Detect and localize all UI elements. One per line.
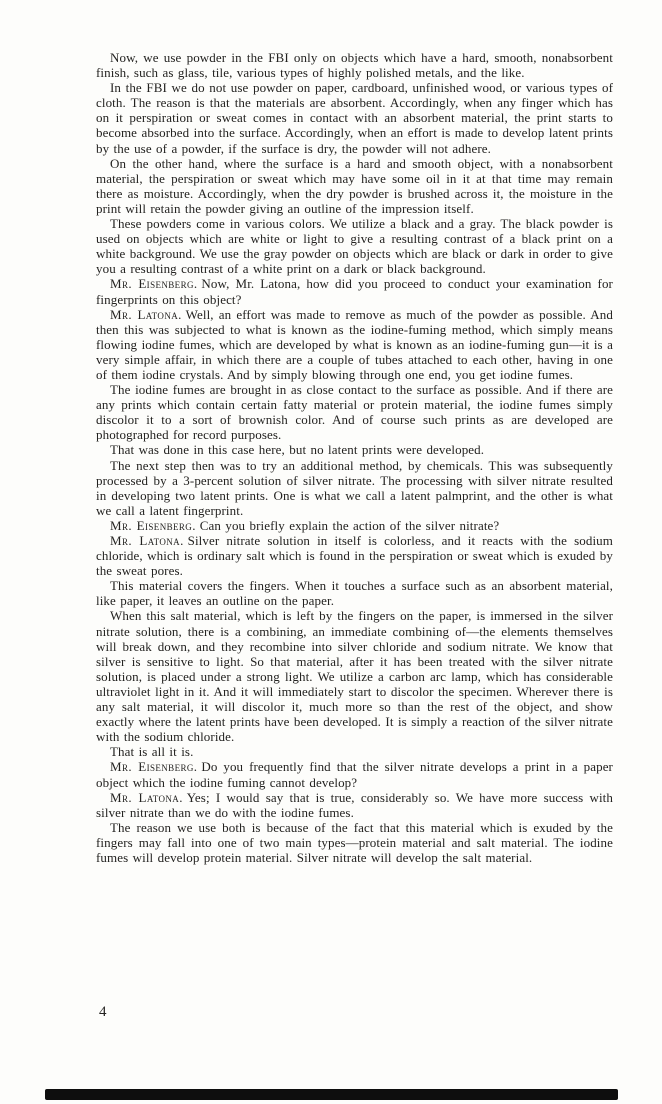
speaker-name: Mr. Eisenberg.	[110, 276, 198, 292]
speaker-name: Mr. Latona.	[110, 533, 184, 548]
paragraph-text: The next step then was to try an additional method, by chemicals. This was subsequently processed by a 3-percent solution of silver nitrate. The processing with silver nitrate resulted in developing two latent prints. One is what we call a latent palmprint, and the other is what we call a latent fingerprint.	[96, 457, 613, 518]
paragraph-text: Yes; I would say that is true, considerably so. We have more success with silver nitrate than we do with the iodine fumes.	[96, 789, 613, 820]
paragraph-text: Now, we use powder in the FBI only on objects which have a hard, smooth, nonabsorbent finish, such as glass, tile, various types of highly polished metals, and the like.	[96, 50, 613, 81]
paragraph	[96, 382, 613, 442]
paragraph-text: The iodine fumes are brought in as close contact to the surface as possible. And if there are any prints which contain certain fatty material or protein material, the iodine fumes simply discolor it to a sort of brownish color. And of course such prints as are developed are photographed for record purposes.	[96, 382, 613, 443]
paragraph-eisenberg	[96, 518, 613, 533]
paragraph-latona	[96, 307, 613, 382]
paragraph-text: Do you frequently find that the silver nitrate develops a print in a paper object which the iodine fuming cannot develop?	[96, 759, 613, 790]
paragraph-text: When this salt material, which is left by the fingers on the paper, is immersed in the silver nitrate solution, there is a combining, an immediate combining of—the elements themselves will break down, and they recombine into silver chloride and sodium nitrate. We know that silver is sensitive to light. So that material, after it has been treated with the silver nitrate solution, is placed under a strong light. We utilize a carbon arc lamp, which has considerable ultraviolet light in it. And it will immediately start to discolor the specimen. Wherever there is any salt material, it will discolor it, much more so than the rest of the object, and show exactly where the latent prints have been developed. It is simply a reaction of the silver nitrate with the sodium chloride.	[96, 608, 613, 745]
paragraph	[96, 458, 613, 518]
paragraph	[96, 578, 613, 608]
paragraph-text: Now, Mr. Latona, how did you proceed to conduct your examination for fingerprints on this object?	[96, 276, 613, 307]
speaker-name: Mr. Eisenberg.	[110, 517, 196, 533]
paragraph	[96, 80, 613, 155]
paragraph	[96, 744, 613, 759]
paragraph	[96, 156, 613, 216]
transcript-text-block	[96, 50, 613, 865]
paragraph	[96, 442, 613, 457]
paragraph-latona	[96, 533, 613, 578]
paragraph-text: This material covers the fingers. When it touches a surface such as an absorbent material, like paper, it leaves an outline on the paper.	[96, 578, 613, 609]
speaker-name: Mr. Eisenberg.	[110, 759, 198, 775]
paragraph-eisenberg	[96, 759, 613, 789]
paragraph-text: The reason we use both is because of the fact that this material which is exuded by the fingers may fall into one of two main types—protein material and salt material. The iodine fumes will develop protein material. Silver nitrate will develop the salt material.	[96, 819, 613, 865]
scan-artifact-bar	[45, 1089, 618, 1100]
paragraph-latona	[96, 790, 613, 820]
paragraph-text: That was done in this case here, but no latent prints were developed.	[110, 442, 485, 458]
paragraph-text: Well, an effort was made to remove as much of the powder as possible. And then this was subjected to what is known as the iodine-fuming method, which simply means flowing iodine fumes, which are developed by what is known as an iodine-fuming gun—it is a very simple affair, in which there are a couple of tubes attached to each other, having in one of them iodine crystals. And by simply blowing through one end, you get iodine fumes.	[96, 306, 613, 382]
paragraph	[96, 216, 613, 276]
paragraph-text: Can you briefly explain the action of the silver nitrate?	[199, 517, 500, 533]
paragraph-text: In the FBI we do not use powder on paper, cardboard, unfinished wood, or various types of cloth. The reason is that the materials are absorbent. Accordingly, when any finger which has on it perspiration or sweat comes in contact with an absorbent material, the print starts to become absorbed into the surface. Accordingly, when an effort is made to develop latent prints by the use of a powder, if the surface is dry, the powder will not adhere.	[96, 80, 613, 156]
paragraph-eisenberg	[96, 276, 613, 306]
paragraph-text: That is all it is.	[110, 744, 194, 760]
speaker-name: Mr. Latona.	[110, 789, 183, 805]
paragraph-text: Silver nitrate solution in itself is colorless, and it reacts with the sodium chloride, which is ordinary salt which is found in the perspiration or sweat which is exuded by the sweat pores.	[96, 533, 613, 579]
page-number: 4	[99, 1004, 107, 1020]
speaker-name: Mr. Latona.	[110, 306, 182, 322]
paragraph	[96, 820, 613, 865]
paragraph	[96, 608, 613, 744]
paragraph	[96, 50, 613, 80]
paragraph-text: On the other hand, where the surface is a hard and smooth object, with a nonabsorbent material, the perspiration or sweat which may have some oil in it at that time may remain there as moisture. Accordingly, when the dry powder is brushed across it, the moisture in the print will retain the powder giving an outline of the impression itself.	[96, 155, 613, 216]
paragraph-text: These powders come in various colors. We utilize a black and a gray. The black powder is used on objects which are white or light to give a resulting contrast of a black print on a white background. We use the gray powder on objects which are black or dark in order to give you a resulting contrast of a white print on a dark or black background.	[96, 216, 613, 277]
